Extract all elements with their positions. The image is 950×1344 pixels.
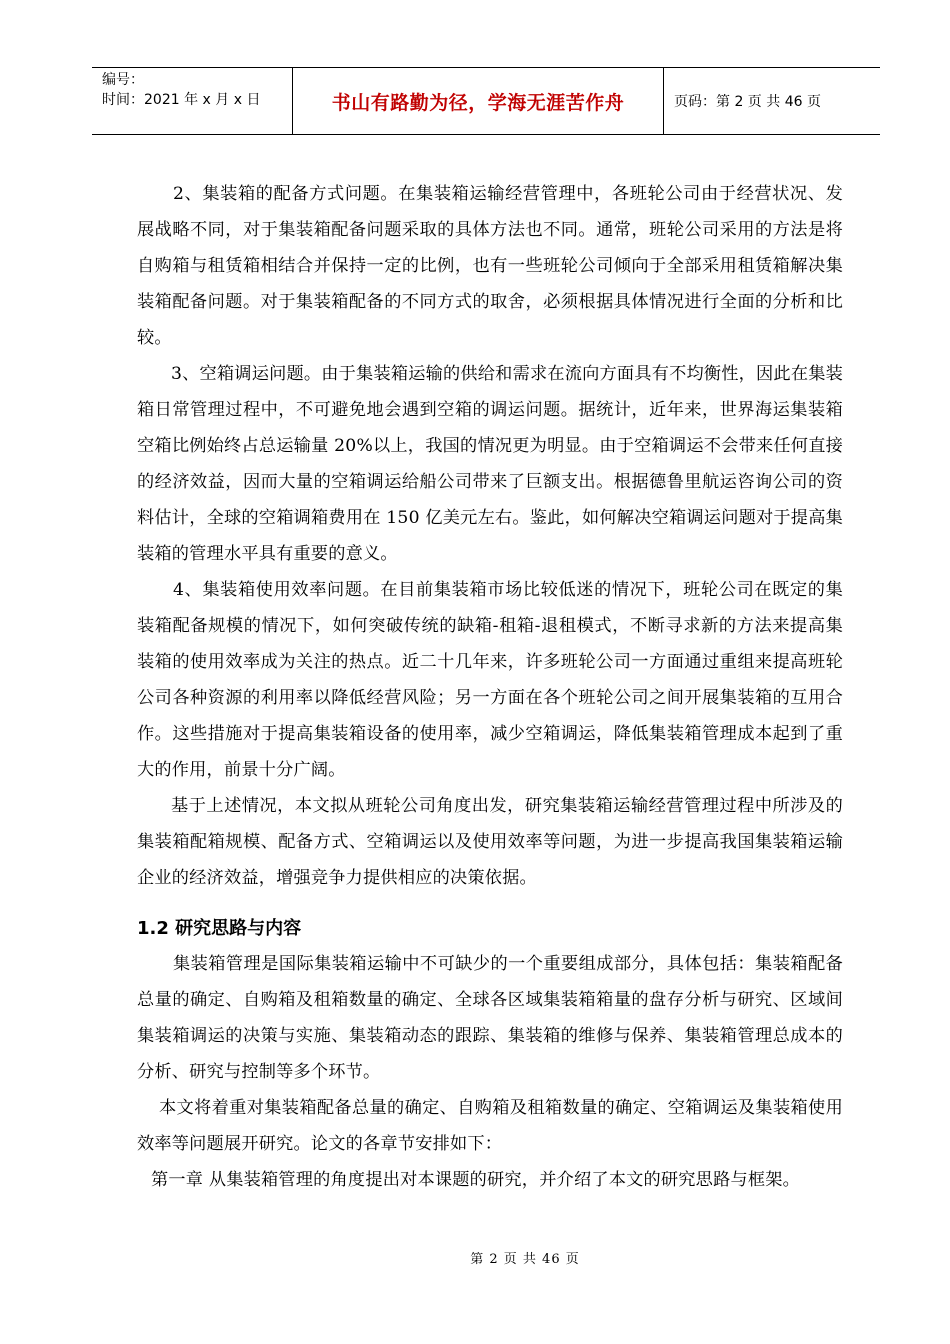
paragraph-usage-efficiency: 4、集装箱使用效率问题。在目前集装箱市场比较低迷的情况下，班轮公司在既定的集装箱配备规模的情况下，如何突破传统的缺箱-租箱-退租模式，不断寻求新的方法来提高集装箱的使用效率成为关注的热点。近二十几年来，许多班轮公司一方面通过重组来提高班轮公司各种资源的利用率以降低经营风险；另一方面在各个班轮公司之间开展集装箱的互用合作。这些措施对于提高集装箱设备的使用率，减少空箱调运，降低集装箱管理成本起到了重大的作用，前景十分广阔。 — [137, 580, 843, 780]
header-page-cell — [664, 68, 880, 134]
date-label: 时间：2021 年 x 月 x 日 — [102, 92, 261, 108]
document-body — [137, 176, 843, 1198]
header-page-number: 页码：第 2 页 共 46 页 — [674, 94, 821, 110]
paragraph-research-purpose: 基于上述情况，本文拟从班轮公司角度出发，研究集装箱运输经营管理过程中所涉及的集装箱配箱规模、配备方式、空箱调运以及使用效率等问题，为进一步提高我国集装箱运输企业的经济效益，增强竞争力提供相应的决策依据。 — [137, 796, 843, 888]
header-motto-cell — [292, 68, 664, 134]
motto-text: 书山有路勤为径，学海无涯苦作舟 — [331, 91, 625, 114]
paragraph-container-allocation: 2、集装箱的配备方式问题。在集装箱运输经营管理中，各班轮公司由于经营状况、发展战略不同，对于集装箱配备问题采取的具体方法也不同。通常，班轮公司采用的方法是将自购箱与租赁箱相结合并保持一定的比例，也有一些班轮公司倾向于全部采用租赁箱解决集装箱配备问题。对于集装箱配备的不同方式的取舍，必须根据具体情况进行全面的分析和比较。 — [137, 184, 843, 348]
page-header — [92, 67, 880, 135]
section-heading: 1.2 研究思路与内容 — [137, 918, 302, 939]
paragraph-empty-container-repositioning: 3、空箱调运问题。由于集装箱运输的供给和需求在流向方面具有不均衡性，因此在集装箱日常管理过程中，不可避免地会遇到空箱的调运问题。据统计，近年来，世界海运集装箱空箱比例始终占总运输量 20%以上，我国的情况更为明显。由于空箱调运不会带来任何直接的经济效益，因而大量的空箱调运给船公司带来了巨额支出。根据德鲁里航运咨询公司的资料估计，全球的空箱调箱费用在 150 亿美元左右。鉴此，如何解决空箱调运问题对于提高集装箱的管理水平具有重要的意义。 — [137, 364, 843, 564]
header-meta — [92, 68, 292, 134]
paragraph-focus: 本文将着重对集装箱配备总量的确定、自购箱及租箱数量的确定、空箱调运及集装箱使用效率等问题展开研究。论文的各章节安排如下： — [137, 1098, 843, 1154]
paragraph-chapter-one: 第一章 从集装箱管理的角度提出对本课题的研究，并介绍了本文的研究思路与框架。 — [151, 1170, 801, 1190]
paragraph-container-management: 集装箱管理是国际集装箱运输中不可缺少的一个重要组成部分，具体包括：集装箱配备总量的确定、自购箱及租箱数量的确定、全球各区域集装箱箱量的盘存分析与研究、区域间集装箱调运的决策与实施、集装箱动态的跟踪、集装箱的维修与保养、集装箱管理总成本的分析、研究与控制等多个环节。 — [137, 954, 843, 1082]
serial-number-label: 编号： — [102, 72, 144, 88]
page-footer: 第 2 页 共 46 页 — [470, 1252, 580, 1267]
